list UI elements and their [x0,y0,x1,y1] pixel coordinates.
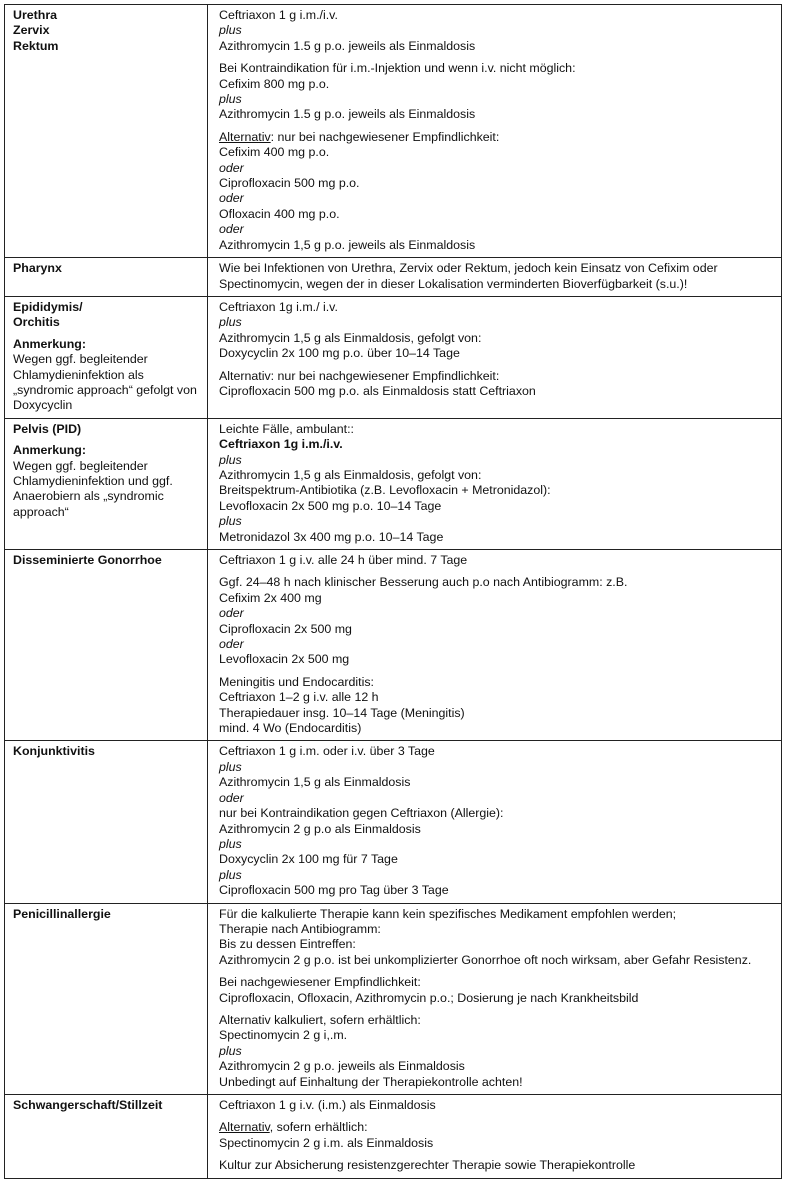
line-text: Unbedingt auf Einhaltung der Therapiekontrolle achten! [219,1074,523,1089]
line-text: plus [219,514,242,529]
note-text: Wegen ggf. begleitender Chlamydieninfektion und ggf. Anaerobiern als „syndromic approach“ [13,458,173,519]
content-block [219,130,777,253]
line-text: Ggf. 24–48 h nach klinischer Besserung auch p.o nach Antibiogramm: z.B. [219,575,628,590]
content-line [219,1120,777,1135]
line-text: Alternativ: nur bei nachgewiesener Empfindlichkeit: [219,368,500,383]
line-text: Cefixim 2x 400 mg [219,590,322,605]
line-text: plus [219,23,242,38]
row-title: Konjunktivitis [13,744,95,759]
content-line [219,1013,777,1028]
content-line [219,690,777,705]
line-text: oder [219,222,244,237]
content-line [219,238,777,253]
row-title: Epididymis/ [13,299,83,314]
line-text: Ciprofloxacin 2x 500 mg [219,621,352,636]
content-line [219,937,777,952]
content-line [219,77,777,92]
line-text: Azithromycin 1.5 g p.o. jeweils als Einmaldosis [219,38,476,53]
line-text: Metronidazol 3x 400 mg p.o. 10–14 Tage [219,529,444,544]
content-line [219,346,777,361]
content-block [219,744,777,898]
line-text: Levofloxacin 2x 500 mg [219,652,350,667]
content-line [219,530,777,545]
table-row [5,1095,782,1179]
row-content-cell [208,5,782,258]
line-text: oder [219,606,244,621]
line-text: Ceftriaxon 1 g i.v. (i.m.) als Einmaldosis [219,1098,436,1112]
line-text: Azithromycin 1.5 g p.o. jeweils als Einmaldosis [219,107,476,122]
line-text: oder [219,160,244,175]
table-row [5,5,782,258]
content-block [219,1098,777,1113]
content-line [219,883,777,898]
content-line [219,369,777,384]
content-line [219,191,777,206]
line-text: Doxycyclin 2x 100 mg p.o. über 10–14 Tage [219,346,460,361]
row-label-cell [5,1095,208,1179]
content-block [219,422,777,545]
content-line [219,806,777,821]
row-title: Rektum [13,38,59,53]
line-text: Therapiedauer insg. 10–14 Tage (Meningitis) [219,705,465,720]
content-line [219,822,777,837]
line-text: Therapie nach Antibiogramm: [219,921,381,936]
line-text: Cefixim 400 mg p.o. [219,145,330,160]
line-text: : nur bei nachgewiesener Empfindlichkeit: [270,129,500,144]
content-line [219,907,777,922]
content-line [219,922,777,937]
content-block [219,1158,777,1173]
content-block [219,369,777,400]
row-title: Penicillinallergie [13,906,111,921]
row-content-cell [208,903,782,1094]
content-line [219,606,777,621]
line-text: Wie bei Infektionen von Urethra, Zervix oder Rektum, jedoch kein Einsatz von Cefixim oder Spectinomycin, wegen der in dieser Lokalisation verminderten Bioverfügbarkeit (s.u.)! [219,261,718,291]
line-text: Ceftriaxon 1 g i.m./i.v. [219,8,338,22]
row-title: Urethra [13,8,58,22]
content-line [219,1075,777,1090]
note-text: Wegen ggf. begleitender Chlamydieninfektion als „syndromic approach“ gefolgt von Doxycyclin [13,352,197,413]
content-line [219,1044,777,1059]
content-line [219,791,777,806]
content-line [219,1098,777,1113]
content-line [219,107,777,122]
line-text: Levofloxacin 2x 500 mg p.o. 10–14 Tage [219,498,442,513]
row-content-cell [208,418,782,549]
table-row [5,550,782,741]
line-text: Ciprofloxacin 500 mg p.o. [219,176,360,191]
content-line [219,553,777,568]
line-text: Ceftriaxon 1 g i.v. alle 24 h über mind. 7 Tage [219,553,468,567]
content-line [219,652,777,667]
content-line [219,514,777,529]
content-line [219,23,777,38]
content-block [219,907,777,969]
line-text: Spectinomycin 2 g i.m. als Einmaldosis [219,1135,434,1150]
line-text: Bei Kontraindikation für i.m.-Injektion und wenn i.v. nicht möglich: [219,61,576,76]
row-label-cell [5,296,208,418]
row-label-cell [5,741,208,903]
content-line [219,261,777,292]
content-line [219,468,777,483]
content-line [219,207,777,222]
content-line [219,675,777,690]
content-line [219,852,777,867]
row-title: Zervix [13,23,50,38]
line-text: Ceftriaxon 1g i.m./ i.v. [219,299,338,314]
content-line [219,591,777,606]
line-text: plus [219,759,242,774]
content-line [219,453,777,468]
line-text: Azithromycin 1,5 g als Einmaldosis [219,775,411,790]
content-block [219,8,777,54]
line-text: Ciprofloxacin 500 mg pro Tag über 3 Tage [219,883,449,898]
content-block [219,300,777,362]
row-content-cell [208,296,782,418]
table-row [5,903,782,1094]
content-line [219,384,777,399]
row-title: Disseminierte Gonorrhoe [13,553,162,567]
content-line [219,760,777,775]
content-block [219,1013,777,1090]
row-title: Schwangerschaft/Stillzeit [13,1098,163,1112]
content-line [219,8,777,23]
content-block [219,553,777,568]
content-line [219,744,777,759]
line-text: Ceftriaxon 1 g i.m. oder i.v. über 3 Tage [219,744,435,759]
row-content-cell [208,1095,782,1179]
row-title: Orchitis [13,315,60,330]
content-line [219,161,777,176]
content-line [219,315,777,330]
content-line [219,1059,777,1074]
line-text: Alternativ kalkuliert, sofern erhältlich: [219,1012,421,1027]
line-text: oder [219,790,244,805]
line-text: Leichte Fälle, ambulant:: [219,421,354,436]
line-text: plus [219,452,242,467]
line-text: , sofern erhältlich: [269,1120,368,1135]
content-line [219,176,777,191]
content-line [219,300,777,315]
line-text: Bis zu dessen Eintreffen: [219,937,356,952]
content-line [219,1136,777,1151]
row-label-cell [5,418,208,549]
line-text: plus [219,315,242,330]
line-text: plus [219,1043,242,1058]
note-heading: Anmerkung: [13,336,86,351]
content-line [219,575,777,590]
content-line [219,222,777,237]
line-text: Azithromycin 1,5 g als Einmaldosis, gefolgt von: [219,330,482,345]
underlined-term: Alternativ [219,1120,270,1135]
line-text: Für die kalkulierte Therapie kann kein spezifisches Medikament empfohlen werden; [219,906,677,921]
content-line [219,975,777,990]
line-text: Cefixim 800 mg p.o. [219,76,330,91]
line-text: Spectinomycin 2 g i,.m. [219,1028,348,1043]
line-text: Ceftriaxon 1–2 g i.v. alle 12 h [219,690,379,705]
content-block [219,1120,777,1151]
content-line [219,991,777,1006]
line-text: Azithromycin 2 g p.o. ist bei unkomplizierter Gonorrhoe oft noch wirksam, aber Gefahr Resistenz. [219,952,752,967]
table-row [5,296,782,418]
row-label-cell [5,550,208,741]
content-line [219,61,777,76]
table-row [5,741,782,903]
line-text: Kultur zur Absicherung resistenzgerechter Therapie sowie Therapiekontrolle [219,1158,636,1173]
content-line [219,837,777,852]
therapy-table [4,4,782,1179]
content-line [219,1028,777,1043]
content-line [219,868,777,883]
table-row [5,418,782,549]
row-label-cell [5,903,208,1094]
table-row [5,258,782,297]
line-text: oder [219,637,244,652]
line-text: nur bei Kontraindikation gegen Ceftriaxon (Allergie): [219,806,504,821]
line-text: Breitspektrum-Antibiotika (z.B. Levofloxacin + Metronidazol): [219,483,551,498]
content-line [219,721,777,736]
line-text: oder [219,191,244,206]
line-text: Ofloxacin 400 mg p.o. [219,206,340,221]
line-text: plus [219,867,242,882]
row-label-cell [5,5,208,258]
line-text: plus [219,92,242,107]
content-line [219,637,777,652]
row-content-cell [208,258,782,297]
line-text: mind. 4 Wo (Endocarditis) [219,721,362,736]
line-text: Doxycyclin 2x 100 mg für 7 Tage [219,852,398,867]
line-text: Ceftriaxon 1g i.m./i.v. [219,437,343,452]
content-line [219,953,777,968]
note-heading: Anmerkung: [13,443,86,458]
line-text: Azithromycin 1,5 g p.o. jeweils als Einmaldosis [219,237,476,252]
content-line [219,483,777,498]
content-block [219,61,777,123]
content-block [219,575,777,667]
line-text: Azithromycin 2 g p.o als Einmaldosis [219,821,421,836]
underlined-term: Alternativ [219,129,271,144]
content-line [219,422,777,437]
line-text: Azithromycin 2 g p.o. jeweils als Einmaldosis [219,1059,465,1074]
content-line [219,437,777,452]
content-line [219,92,777,107]
content-line [219,130,777,145]
content-line [219,1158,777,1173]
content-line [219,622,777,637]
content-line [219,39,777,54]
line-text: Bei nachgewiesener Empfindlichkeit: [219,975,421,990]
row-title: Pelvis (PID) [13,421,82,436]
line-text: plus [219,836,242,851]
line-text: Ciprofloxacin, Ofloxacin, Azithromycin p.o.; Dosierung je nach Krankheitsbild [219,990,639,1005]
content-line [219,331,777,346]
content-block [219,675,777,737]
line-text: Ciprofloxacin 500 mg p.o. als Einmaldosis statt Ceftriaxon [219,383,536,398]
content-block [219,975,777,1006]
line-text: Meningitis und Endocarditis: [219,674,374,689]
content-block [219,261,777,292]
row-content-cell [208,741,782,903]
content-line [219,145,777,160]
row-content-cell [208,550,782,741]
line-text: Azithromycin 1,5 g als Einmaldosis, gefolgt von: [219,467,482,482]
row-label-cell [5,258,208,297]
content-line [219,499,777,514]
row-title: Pharynx [13,261,62,276]
content-line [219,706,777,721]
content-line [219,775,777,790]
